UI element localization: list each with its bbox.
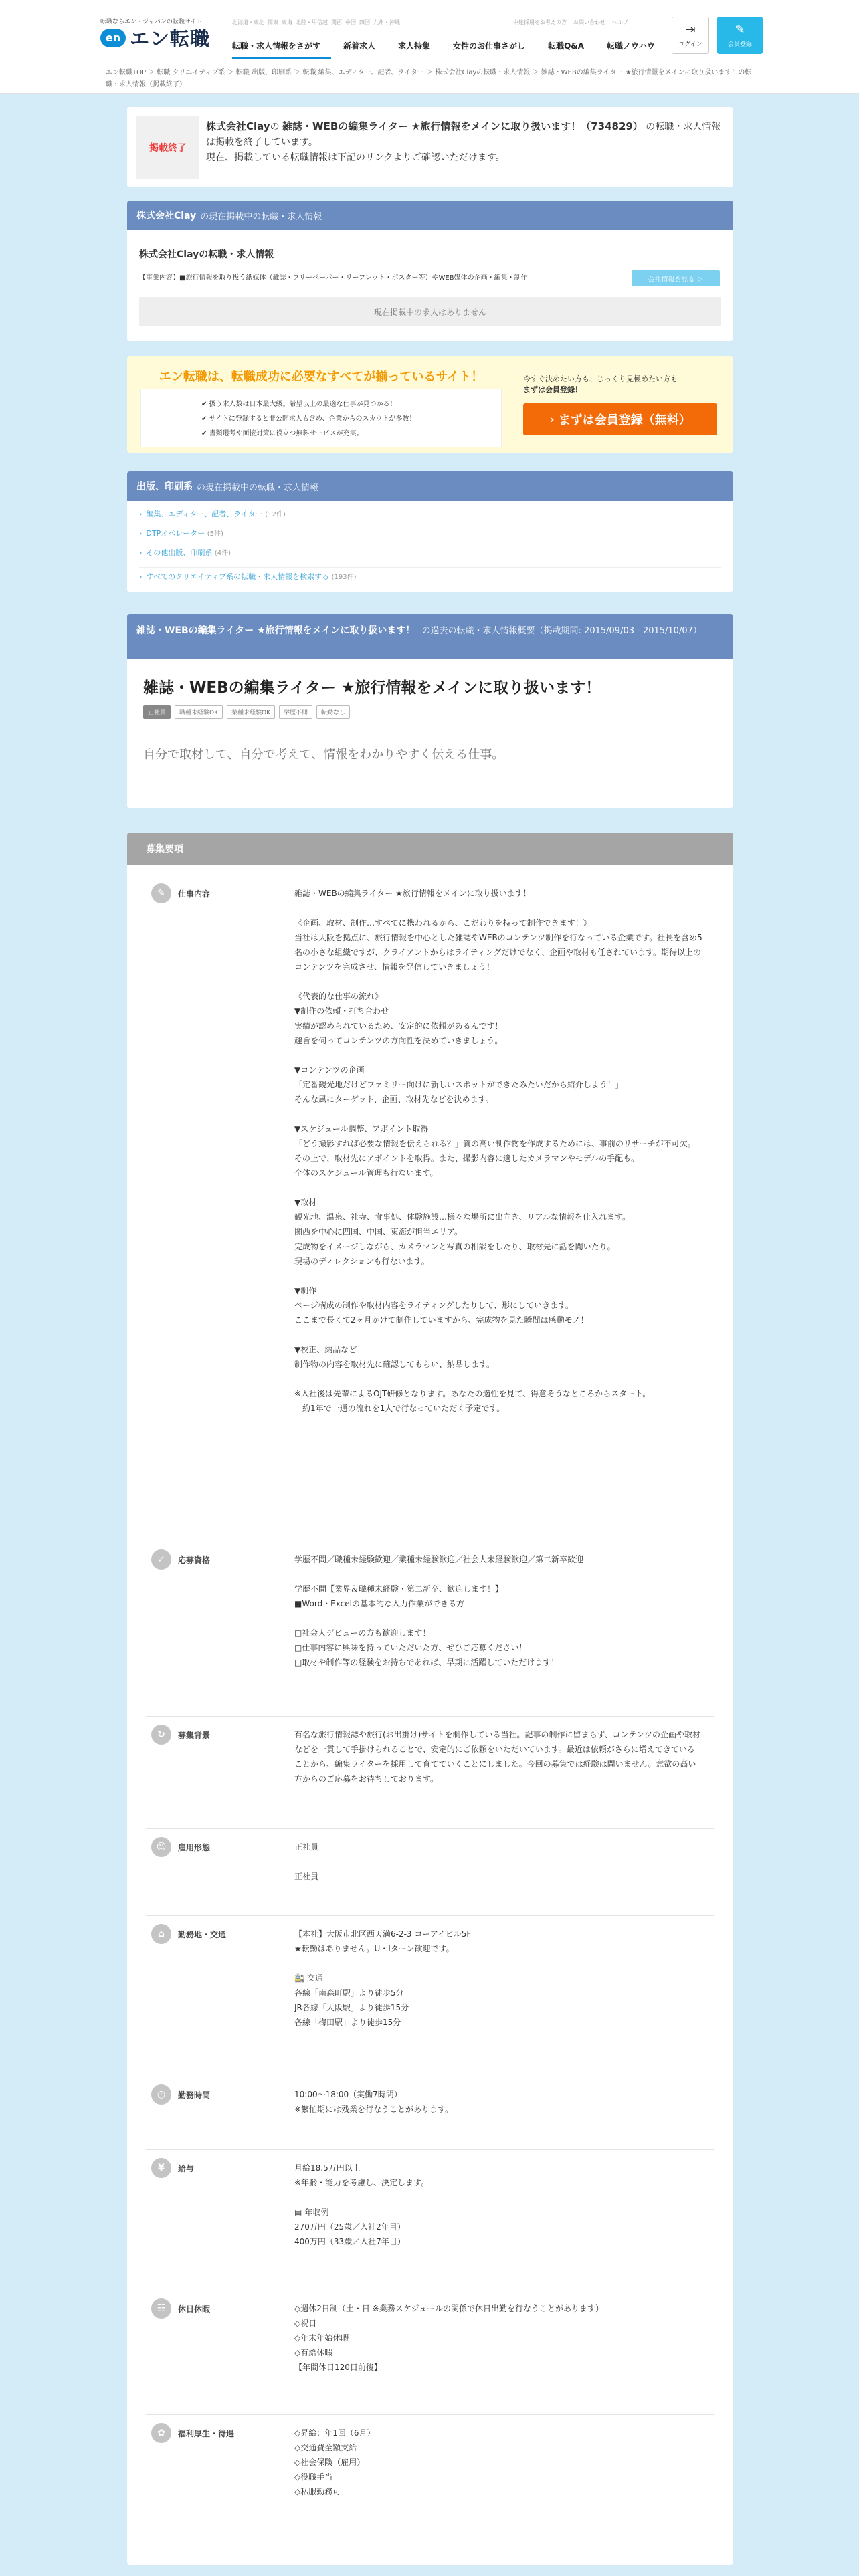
help-link[interactable]: ヘルプ xyxy=(612,19,628,25)
calendar-icon: ☷ xyxy=(151,2298,171,2319)
salary-example-subheading: ▤ 年収例 xyxy=(294,2205,328,2220)
req-value: 【本社】大阪市北区西天満6-2-3 コーアイビル5F ★転勤はありません。U・Iターン歓迎です。 🚉 交通 各線「南森町駅」より徒歩5分 JR各線「大阪駅」より徒歩15分 各線「梅田駅」より徒歩15分 xyxy=(294,1929,472,2027)
req-row xyxy=(146,2076,714,2150)
briefcase-icon: ✎ xyxy=(151,883,171,903)
login-label: ログイン xyxy=(678,41,702,48)
job-head-bold: 雑誌・WEBの編集ライター ★旅行情報をメインに取り扱います！ xyxy=(136,625,415,636)
promo-lead xyxy=(523,374,678,395)
chevron-right-icon: › xyxy=(139,529,142,538)
check-icon: ✔ xyxy=(201,401,209,408)
req-label: ✿ 福利厚生・待遇 xyxy=(151,2423,234,2443)
promo-point: ✔ 扱う求人数は日本最大級。希望以上の最適な仕事が見つかる！ xyxy=(201,401,397,408)
related-item[interactable]: › その他出版、印刷系 (4件) xyxy=(139,548,231,557)
promo-lead-1: 今すぐ決めたい方も、じっくり見極めたい方も xyxy=(523,374,678,383)
breadcrumb xyxy=(0,60,859,94)
gift-icon: ✿ xyxy=(151,2423,171,2443)
recruiter-link[interactable]: 中途採用をお考えの方 xyxy=(513,19,567,25)
job-catchcopy: 自分で取材して、自分で考えて、情報をわかりやすく伝える仕事。 xyxy=(143,748,504,762)
req-value: 月給18.5万円以上 ※年齢・能力を考慮し、決定します。 ▤ 年収例 270万円（25歳／入社2年目） 400万円（33歳／入社7年目） xyxy=(294,2163,430,2246)
chart-icon: ↻ xyxy=(151,1725,171,1745)
contact-link[interactable]: お問い合わせ xyxy=(573,19,605,25)
chevron-right-icon: › xyxy=(139,510,142,518)
req-label: ☺ 雇用形態 xyxy=(151,1837,210,1857)
related-head-bold: 出版、印刷系 xyxy=(136,481,193,492)
chevron-right-icon: › xyxy=(139,548,142,557)
ended-line2: 現在、掲載している転職情報は下記のリンクよりご確認いただけます。 xyxy=(206,152,505,163)
region-link[interactable]: 関東 xyxy=(268,19,278,25)
req-value: 雑誌・WEBの編集ライター ★旅行情報をメインに取り扱います！ 《企画、取材、制作…すべてに携われるから、こだわりを持って制作できます！》 当社は大阪を拠点に、旅行情報を中心とした雑誌やWEBのコンテンツ制作を行なっている企業です。社長を含め5名の小さな組織ですが、クライアントからはライティングだけでなく、企画や取材も任されています。期待以上のコンテンツを完成させ、情報を発信していきましょう！ 《代表的な仕事の流れ》 ▼制作の依頼・打ち合わせ 実績が認められているため、安定的に依頼があるんです！ 趣旨を伺ってコンテンツの方向性を決めていきましょう。 ▼コンテンツの企画 「定番観光地だけどファミリー向けに新しいスポットができたみたいだから紹介しよう！」 そんな風にターゲット、企画、取材先などを決めます。 ▼スケジュール調整、アポイント取得 「どう撮影すれば必要な情報を伝えられる？」質の高い制作物を作成するためには、事前のリサーチが不可欠。 その上で、取材先にアポイントを取得。また、撮影内容に適したカメラマンやモデルの手配も。 全体のスケジュール管理も行ないます。 ▼取材 観光地、温泉、社寺、食事処、体験施設…様々な場所に出向き、リアルな情報を仕入れます。 関西を中心に四国、中国、東海が担当エリア。 完成物をイメージしながら、カメラマンと写真の相談をしたり、取材先に話を聞いたり。 現場のディレクションも行ないます。 ▼制作 ページ構成の制作や取材内容をライティングしたりして、形にしていきます。 ここまで長くて2ヶ月かけて制作していますから、完成物を見た瞬間は感動モノ！ ▼校正、納品など 制作物の内容を取材先に確認してもらい、納品します。 ※入社後は先輩によるOJT研修となります。あなたの適性を見て、得意そうなところからスタート。 約1年で一通の流れを1人で行なっていただく予定です。 xyxy=(294,889,702,1413)
member-register-label: まずは会員登録（無料） xyxy=(558,413,691,427)
company-card-head-rest: の現在掲載中の転職・求人情報 xyxy=(200,211,322,222)
nav-qa[interactable]: 転職Q&A xyxy=(548,41,585,51)
related-item[interactable]: › DTPオペレーター (5件) xyxy=(139,529,223,538)
req-label: ↻ 募集背景 xyxy=(151,1725,210,1745)
job-head-rest: の過去の転職・求人情報概要（掲載期間: 2015/09/03 - 2015/10/07） xyxy=(421,626,702,636)
nav-search-jobs[interactable]: 転職・求人情報をさがす xyxy=(232,40,331,59)
company-description: 【事業内容】■旅行情報を取り扱う紙媒体（雑誌・フリーペーパー・リーフレット・ポスター等）やWEB媒体の企画・編集・制作 xyxy=(139,274,528,282)
transit-text: 各線「南森町駅」より徒歩5分 JR各線「大阪駅」より徒歩15分 各線「梅田駅」より徒歩15分 xyxy=(294,1988,409,2027)
ended-message xyxy=(206,119,721,166)
related-item[interactable]: › 編集、エディター、記者、ライター (12件) xyxy=(139,510,286,518)
req-label: ⌂ 勤務地・交通 xyxy=(151,1924,226,1944)
yen-icon: ¥ xyxy=(151,2158,171,2178)
register-label: 会員登録 xyxy=(727,41,752,48)
ended-tail: の転職・求人情報は掲載を終了しています。 xyxy=(206,122,721,148)
train-icon: 🚉 xyxy=(294,1973,304,1983)
req-value: 正社員 正社員 xyxy=(294,1842,319,1881)
region-link[interactable]: 九州・沖縄 xyxy=(373,19,400,25)
job-title: 雑誌・WEBの編集ライター ★旅行情報をメインに取り扱います！ xyxy=(143,679,601,697)
company-title: 株式会社Clayの転職・求人情報 xyxy=(139,249,274,260)
global-nav xyxy=(232,40,678,59)
region-link[interactable]: 北海道・東北 xyxy=(232,19,264,25)
breadcrumb-text[interactable]: エン転職TOP ＞ 転職 クリエイティブ系 ＞ 転職 出版、印刷系 ＞ 転職 編集、エディター、記者、ライター ＞ 株式会社Clayの転職・求人情報 ＞ 雑誌・WEBの編集ライター ★旅行情報をメインに取り扱います！の転職・求人情報（掲載終了） xyxy=(106,69,752,88)
promo-lead-2: まずは会員登録！ xyxy=(523,385,582,394)
requirements xyxy=(127,833,733,2565)
member-promo xyxy=(127,356,733,453)
related-head-rest: の現在掲載中の転職・求人情報 xyxy=(197,482,319,493)
req-row xyxy=(146,2415,714,2549)
req-value: ◇昇給：年1回（6月） ◇交通費全額支給 ◇社会保険（雇用） ◇役職手当 ◇私服勤務可 xyxy=(294,2428,375,2496)
utility-links xyxy=(513,19,628,26)
check-icon: ✔ xyxy=(201,415,209,423)
req-label: ☷ 休日休暇 xyxy=(151,2298,210,2319)
req-value: 10:00～18:00（実働7時間） ※繁忙期には残業を行なうことがあります。 xyxy=(294,2090,454,2114)
chevron-right-icon: › xyxy=(549,412,555,427)
region-link[interactable]: 関西 xyxy=(331,19,342,25)
salary-example-text: 270万円（25歳／入社2年目） 400万円（33歳／入社7年目） xyxy=(294,2222,405,2246)
promo-point: ✔ サイトに登録すると非公開求人も含め、企業からのスカウトが多数！ xyxy=(201,415,416,423)
region-link[interactable]: 四国 xyxy=(359,19,370,25)
job-summary xyxy=(127,614,733,808)
site-header xyxy=(0,0,859,60)
clock-icon: ◷ xyxy=(151,2084,171,2105)
job-tags xyxy=(143,705,350,719)
req-row xyxy=(146,2290,714,2415)
req-label: ✎ 仕事内容 xyxy=(151,883,210,903)
no-jobs-message: 現在掲載中の求人はありません xyxy=(139,297,721,326)
job-tag: 正社員 xyxy=(143,705,171,719)
req-value: 学歴不問／職種未経験歓迎／業種未経験歓迎／社会人未経験歓迎／第二新卒歓迎 学歴不問【業界＆職種未経験・第二新卒、歓迎します！】 ■Word・Excelの基本的な入力作業ができる方 □社会人デビューの方も歓迎します！ □仕事内容に興味を持っていただいた方、ぜひご応募ください！ □取材や制作等の経験をお持ちであれば、早期に活躍していただけます！ xyxy=(294,1555,584,1667)
company-card xyxy=(127,201,733,341)
company-card-header xyxy=(127,201,733,230)
company-card-head-bold: 株式会社Clay xyxy=(136,211,197,221)
job-tag: 学歴不問 xyxy=(279,705,312,719)
req-label: ✓ 応募資格 xyxy=(151,1549,210,1570)
chevron-right-icon: › xyxy=(139,572,142,581)
ended-company: 株式会社Clay xyxy=(206,120,270,132)
related-jobs xyxy=(127,471,733,592)
nav-women[interactable]: 女性のお仕事さがし xyxy=(453,41,526,51)
logo-mark: en xyxy=(100,29,126,47)
promo-title: エン転職は、転職成功に必要なすべてが揃っているサイト！ xyxy=(159,370,484,384)
req-row xyxy=(146,1717,714,1829)
login-button[interactable] xyxy=(672,17,709,54)
job-tag: 業種未経験OK xyxy=(227,705,275,719)
site-logo[interactable] xyxy=(100,24,210,51)
member-register-button[interactable] xyxy=(523,403,717,435)
login-icon: ⇥ xyxy=(685,23,696,37)
requirements-header: 募集要項 xyxy=(127,833,733,865)
req-value: 有名な旅行情報誌や旅行(お出掛け)サイトを制作している当社。記事の制作に留まらず、コンテンツの企画や取材などを一貫して手掛けられることで、安定的にご依頼をいただいています。最近は依頼がさらに増えてきていることから、編集ライターを採用して育てていくことにしました。今回の募集では経験は問いません。意欲の高い方からのご応募をお待ちしております。 xyxy=(294,1730,700,1784)
pencil-icon: ✎ xyxy=(735,23,745,37)
region-links xyxy=(232,19,400,26)
region-link[interactable]: 北陸・甲信越 xyxy=(296,19,328,25)
region-link[interactable]: 中国 xyxy=(345,19,356,25)
related-all[interactable]: › すべてのクリエイティブ系の転職・求人情報を検索する (193件) xyxy=(139,567,721,587)
logo-text: エン転職 xyxy=(130,27,211,50)
req-value: ◇週休2日制（土・日 ※業務スケジュールの関係で休日出勤を行なうことがあります） ◇祝日 ◇年末年始休暇 ◇有給休暇 【年間休日120日前後】 xyxy=(294,2304,604,2372)
region-link[interactable]: 東海 xyxy=(282,19,292,25)
req-label: ¥ 給与 xyxy=(151,2158,194,2178)
employee-icon: ☺ xyxy=(151,1837,171,1857)
job-summary-header xyxy=(127,614,733,659)
company-info-button[interactable]: 会社情報を見る ＞ xyxy=(632,270,720,286)
ended-mid: の xyxy=(270,122,283,132)
related-list xyxy=(127,501,733,591)
transit-subheading: 🚉 交通 xyxy=(294,1971,323,1985)
person-icon: ✓ xyxy=(151,1549,171,1570)
ended-job: 雑誌・WEBの編集ライター ★旅行情報をメインに取り扱います！（734829） xyxy=(282,120,643,132)
nav-new-jobs[interactable]: 新着求人 xyxy=(343,41,376,51)
req-row xyxy=(146,875,714,1541)
check-icon: ✔ xyxy=(201,430,209,437)
ended-notice xyxy=(127,107,733,187)
req-row xyxy=(146,1916,714,2076)
job-tag: 転勤なし xyxy=(316,705,350,719)
req-row xyxy=(146,1541,714,1717)
location-icon: ⌂ xyxy=(151,1924,171,1944)
related-header xyxy=(127,471,733,501)
job-tag: 職種未経験OK xyxy=(175,705,223,719)
req-row xyxy=(146,1829,714,1916)
document-icon: ▤ xyxy=(294,2208,302,2217)
req-label: ◷ 勤務時間 xyxy=(151,2084,210,2105)
nav-knowhow[interactable]: 転職ノウハウ xyxy=(607,41,656,51)
req-row xyxy=(146,2150,714,2290)
header-tagline: 転職ならエン・ジャパンの転職サイト xyxy=(100,19,203,25)
promo-point: ✔ 書類選考や面接対策に役立つ無料サービスが充実。 xyxy=(201,430,363,437)
register-button[interactable] xyxy=(717,17,763,54)
ended-badge: 掲載終了 xyxy=(136,116,199,179)
nav-features[interactable]: 求人特集 xyxy=(398,41,431,51)
promo-points xyxy=(140,389,502,447)
